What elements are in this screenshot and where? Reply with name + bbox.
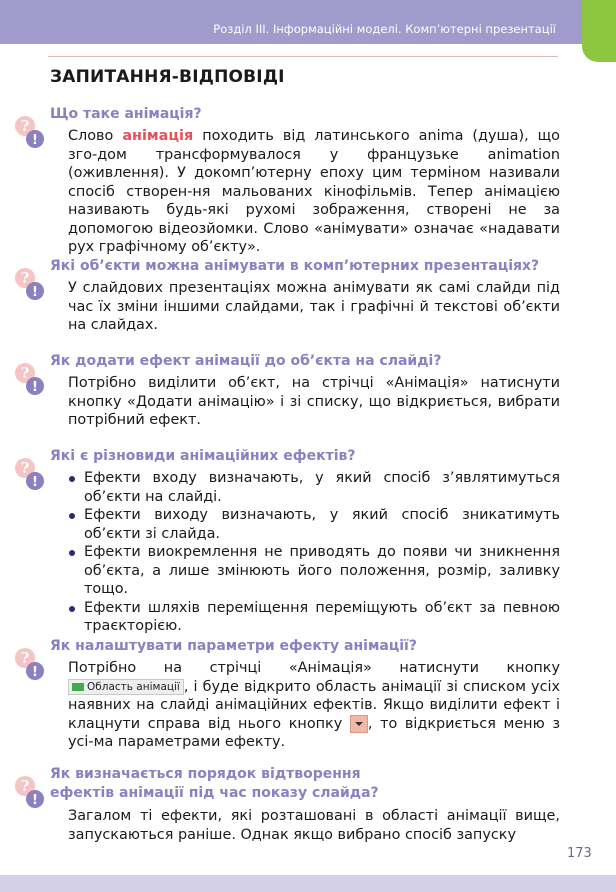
svg-text:!: !: [32, 665, 38, 680]
highlighted-term: анімація: [122, 128, 194, 144]
page-number: 173: [567, 846, 592, 861]
exclamation-icon: [25, 376, 45, 396]
answer-1: Слово анімація походить від латинського anima (душа), що зго-дом трансформувалося у французьке animation (оживлення). У докомп’ютерну епоху цим терміном називали спосіб створен-ня мальованих кінофільмів. Тепер анімацією називають будь-які рухомі зображення, створені не за допомогою відеозйомки. Слово «анімувати» означає «надавати рух графічному об’єкту».: [68, 128, 560, 255]
list-item: Ефекти виокремлення не приводять до появи чи зникнення об’єкта, а лише змінюють його положення, розмір, заливку тощо.: [68, 543, 560, 599]
svg-text:!: !: [32, 475, 38, 490]
svg-text:!: !: [32, 285, 38, 300]
answer-2: У слайдових презентаціях можна анімувати як самі слайди під час їх зміни іншими слайдами, так і графічні й текстові об’єкти на слайдах.: [68, 280, 560, 333]
svg-text:!: !: [32, 133, 38, 148]
answer-4: [68, 469, 560, 636]
exclamation-icon: [25, 129, 45, 149]
exclamation-icon: [25, 471, 45, 491]
animation-pane-button: Область анімації: [68, 679, 184, 695]
chapter-title: Розділ ІІІ. Інформаційні моделі. Комп’ютерні презентації: [213, 22, 556, 36]
footer-bar: [0, 875, 616, 892]
svg-text:!: !: [32, 380, 38, 395]
chapter-color-tab: [582, 0, 616, 62]
page-title: ЗАПИТАННЯ-ВІДПОВІДІ: [50, 67, 285, 87]
list-item: Ефекти шляхів переміщення переміщують об’єкт за певною траєкторією.: [68, 599, 560, 636]
svg-text:!: !: [32, 793, 38, 808]
svg-text:?: ?: [20, 459, 30, 477]
animation-pane-icon: [72, 683, 84, 691]
exclamation-icon: [25, 789, 45, 809]
exclamation-icon: [25, 661, 45, 681]
question-6: Як визначається порядок відтворення ефектів анімації під час показу слайда?: [50, 766, 379, 801]
svg-text:?: ?: [20, 777, 30, 795]
effect-types-list: [68, 469, 560, 636]
answer-6: Загалом ті ефекти, які розташовані в області анімації вище, запускаються раніше. Однак якщо вибрано спосіб запуску: [68, 808, 560, 843]
svg-text:?: ?: [20, 117, 30, 135]
question-3: Як додати ефект анімації до об’єкта на слайді?: [50, 353, 442, 369]
answer-5: Потрібно на стрічці «Анімація» натиснути кнопку Область анімації , і буде відкрито область анімації зі списком усіх наявних на слайді анімаційних ефектів. Якщо виділити ефект і клацнути справа від нього кнопку , то відкриється меню з усі-ма параметрами ефекту.: [68, 660, 560, 750]
svg-text:?: ?: [20, 649, 30, 667]
answer-3: Потрібно виділити об’єкт, на стрічці «Анімація» натиснути кнопку «Додати анімацію» і зі списку, що відкриється, вибрати потрібний ефект.: [68, 375, 560, 428]
question-1: Що таке анімація?: [50, 106, 202, 122]
divider-line: [48, 56, 558, 57]
question-5: Як налаштувати параметри ефекту анімації?: [50, 638, 417, 654]
svg-text:?: ?: [20, 364, 30, 382]
list-item: Ефекти входу визначають, у який спосіб з’являтимуться об’єкти на слайді.: [68, 469, 560, 506]
list-item: Ефекти виходу визначають, у який спосіб зникатимуть об’єкти зі слайда.: [68, 506, 560, 543]
chapter-header-bar: [0, 0, 584, 44]
dropdown-arrow-icon: [350, 715, 368, 733]
exclamation-icon: [25, 281, 45, 301]
svg-text:?: ?: [20, 269, 30, 287]
question-4: Які є різновиди анімаційних ефектів?: [50, 448, 356, 464]
question-2: Які об’єкти можна анімувати в комп’ютерних презентаціях?: [50, 258, 540, 274]
